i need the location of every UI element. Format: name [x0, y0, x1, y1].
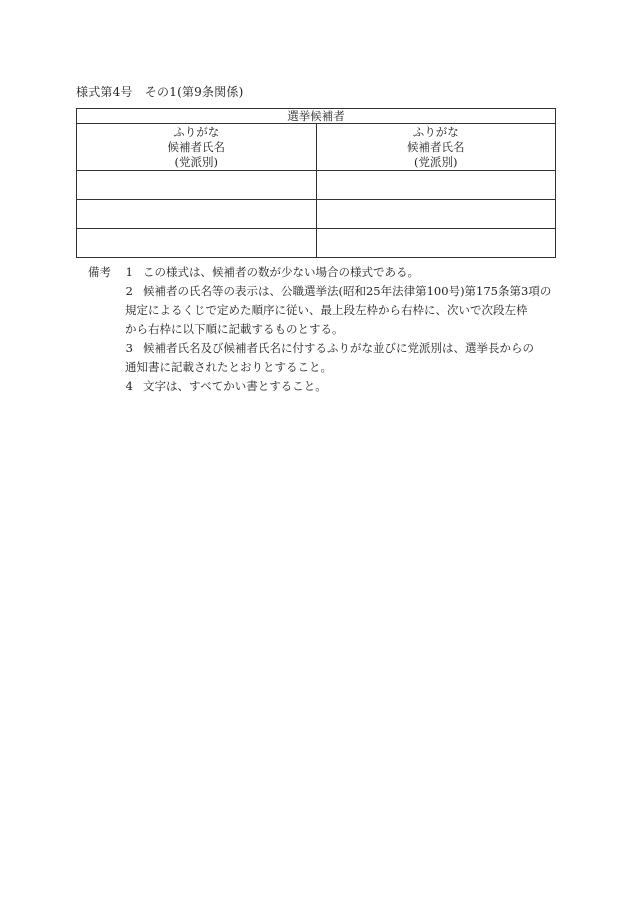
candidate-table: [76, 108, 556, 258]
note-line: 規定によるくじで定めた順序に従い、最上段左枠から右枠に、次いで次段左枠: [125, 303, 528, 317]
note-number: 4: [125, 379, 133, 393]
note-text: [125, 263, 558, 282]
party-label: (党派別): [174, 154, 218, 169]
table-row: [77, 171, 556, 200]
table-caption-row: [77, 109, 556, 124]
note-text: [125, 339, 558, 377]
note-item: [88, 339, 558, 377]
note-line: 候補者氏名及び候補者氏名に付するふりがな並びに党派別は、選挙長からの: [143, 341, 534, 355]
candidate-cell-right: [316, 171, 556, 200]
note-number: 3: [125, 341, 133, 355]
note-item: [88, 282, 558, 339]
furigana-label: ふりがな: [173, 124, 220, 139]
candidate-name-label: 候補者氏名: [407, 139, 465, 154]
note-line: から右枠に以下順に記載するものとする。: [125, 322, 344, 336]
table-row: [77, 200, 556, 229]
candidate-name-label: 候補者氏名: [167, 139, 225, 154]
note-line: 候補者の氏名等の表示は、公職選挙法(昭和25年法律第100号)第175条第3項の: [143, 284, 552, 298]
candidate-cell-left: [77, 171, 317, 200]
candidate-cell-left: [77, 200, 317, 229]
candidate-cell-right: [316, 200, 556, 229]
form-title: 様式第4号 その1(第9条関係): [76, 85, 244, 99]
note-line: 文字は、すべてかい書とすること。: [143, 379, 327, 393]
note-line: 通知書に記載されたとおりとすること。: [125, 360, 332, 374]
note-number: 2: [125, 284, 133, 298]
table-row: [77, 229, 556, 258]
table-header-row: [77, 124, 556, 171]
note-text: [125, 282, 558, 339]
candidate-cell-left: [77, 229, 317, 258]
notes-section: [88, 263, 558, 396]
column-header-right: [316, 124, 556, 171]
note-item: [88, 377, 558, 396]
note-text: [125, 377, 558, 396]
note-number: 1: [125, 265, 133, 279]
note-line: この様式は、候補者の数が少ない場合の様式である。: [143, 265, 419, 279]
furigana-label: ふりがな: [412, 124, 459, 139]
table-caption: 選挙候補者: [77, 109, 556, 124]
notes-label: 備考: [88, 265, 111, 279]
party-label: (党派別): [414, 154, 458, 169]
candidate-cell-right: [316, 229, 556, 258]
note-item: [88, 263, 558, 282]
column-header-left: [77, 124, 317, 171]
